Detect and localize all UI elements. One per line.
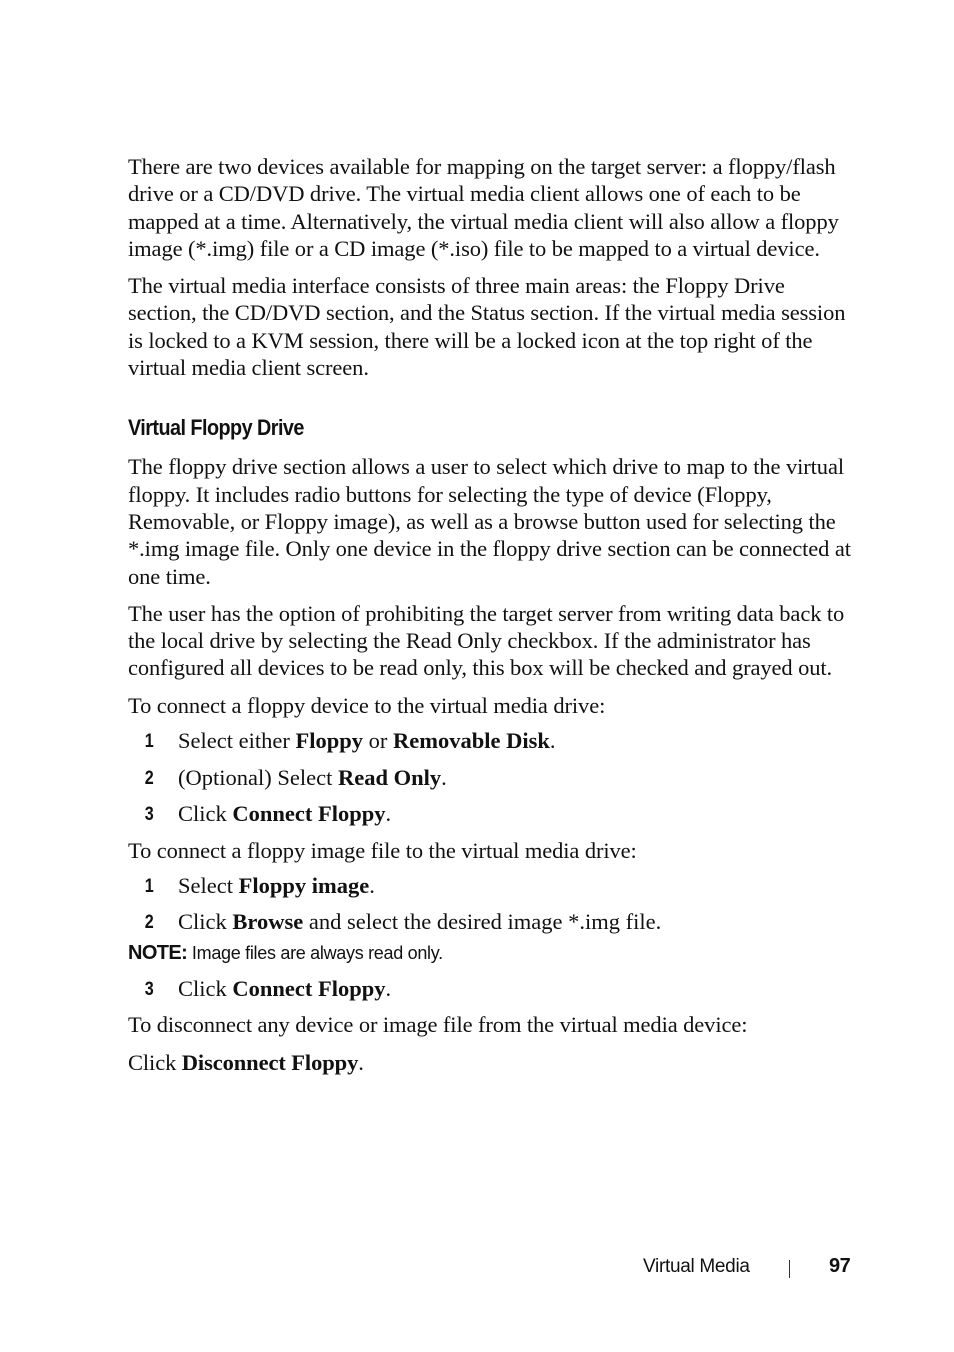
step-bold: Removable Disk	[392, 728, 550, 754]
step-bold: Connect Floppy	[232, 801, 386, 827]
step-text: Select	[178, 872, 239, 898]
step-number: 3	[144, 804, 154, 826]
disconnect-intro: To disconnect any device or image file from the virtual media device:	[128, 1012, 748, 1038]
connect-device-steps	[128, 727, 858, 827]
intro-paragraph-interface: The virtual media interface consists of three main areas: the Floppy Drive section, the CD/DVD section, and the Status section. If the virtual media session is locked to a KVM session, there will be a locked icon at the top right of the virtual media client screen.	[128, 273, 846, 381]
connect-device-intro: To connect a floppy device to the virtual media drive:	[128, 692, 606, 718]
read-only-paragraph: The user has the option of prohibiting the target server from writing data back to the local drive by selecting the Read Only checkbox. If the administrator has configured all devices to be read only, this box will be checked and grayed out.	[128, 600, 845, 681]
footer-section-name: Virtual Media	[643, 1256, 750, 1277]
step-text: Click	[178, 801, 233, 827]
step-text: (Optional) Select	[178, 764, 338, 790]
step-text: .	[385, 975, 392, 1001]
list-item	[128, 727, 858, 754]
step-number: 2	[144, 912, 154, 934]
step-bold: Browse	[232, 909, 304, 935]
step-bold: Read Only	[337, 764, 442, 790]
step-text: Click	[178, 909, 233, 935]
step-text: Select either	[178, 728, 296, 754]
note-label: NOTE:	[128, 941, 188, 964]
step-text: .	[385, 801, 392, 827]
disconnect-instruction	[128, 1049, 858, 1076]
step-bold: Floppy image	[238, 872, 370, 898]
list-item	[128, 764, 858, 791]
step-text: .	[549, 728, 556, 754]
step-text: or	[362, 728, 393, 754]
note	[128, 941, 858, 965]
step-number: 2	[144, 767, 154, 789]
connect-image-steps	[128, 872, 858, 936]
disconnect-text: Click	[128, 1049, 182, 1075]
connect-image-final-step	[128, 975, 858, 1002]
list-item	[128, 800, 858, 827]
step-bold: Connect Floppy	[232, 975, 386, 1001]
page-number: 97	[829, 1255, 851, 1277]
step-number: 3	[144, 978, 154, 1000]
intro-paragraph-devices: There are two devices available for mapping on the target server: a floppy/flash drive or a CD/DVD drive. The virtual media client allows one of each to be mapped at a time. Alternatively, the virtual media client will also allow a floppy image (*.img) file or a CD image (*.iso) file to be mapped to a virtual device.	[128, 154, 839, 261]
page-content	[128, 153, 858, 1086]
step-text: .	[369, 872, 375, 898]
disconnect-text: .	[358, 1049, 364, 1075]
step-number: 1	[144, 875, 154, 897]
section-heading: Virtual Floppy Drive	[128, 415, 304, 441]
note-text: Image files are always read only.	[187, 942, 443, 963]
footer-divider	[789, 1260, 790, 1278]
step-bold: Floppy	[295, 728, 363, 754]
list-item	[128, 975, 858, 1002]
list-item	[128, 872, 858, 899]
list-item	[128, 908, 858, 935]
step-text: .	[441, 764, 447, 790]
page-footer	[0, 1254, 954, 1284]
connect-image-intro: To connect a floppy image file to the virtual media drive:	[128, 837, 637, 863]
step-number: 1	[144, 731, 154, 753]
step-text: and select the desired image *.img file.	[303, 909, 662, 935]
step-text: Click	[178, 975, 233, 1001]
floppy-section-paragraph: The floppy drive section allows a user to select which drive to map to the virtual floppy. It includes radio buttons for selecting the type of device (Floppy, Removable, or Floppy image), as well as a browse button used for selecting the *.img image file. Only one device in the floppy drive section can be connected at one time.	[128, 454, 851, 589]
disconnect-bold: Disconnect Floppy	[181, 1049, 359, 1075]
